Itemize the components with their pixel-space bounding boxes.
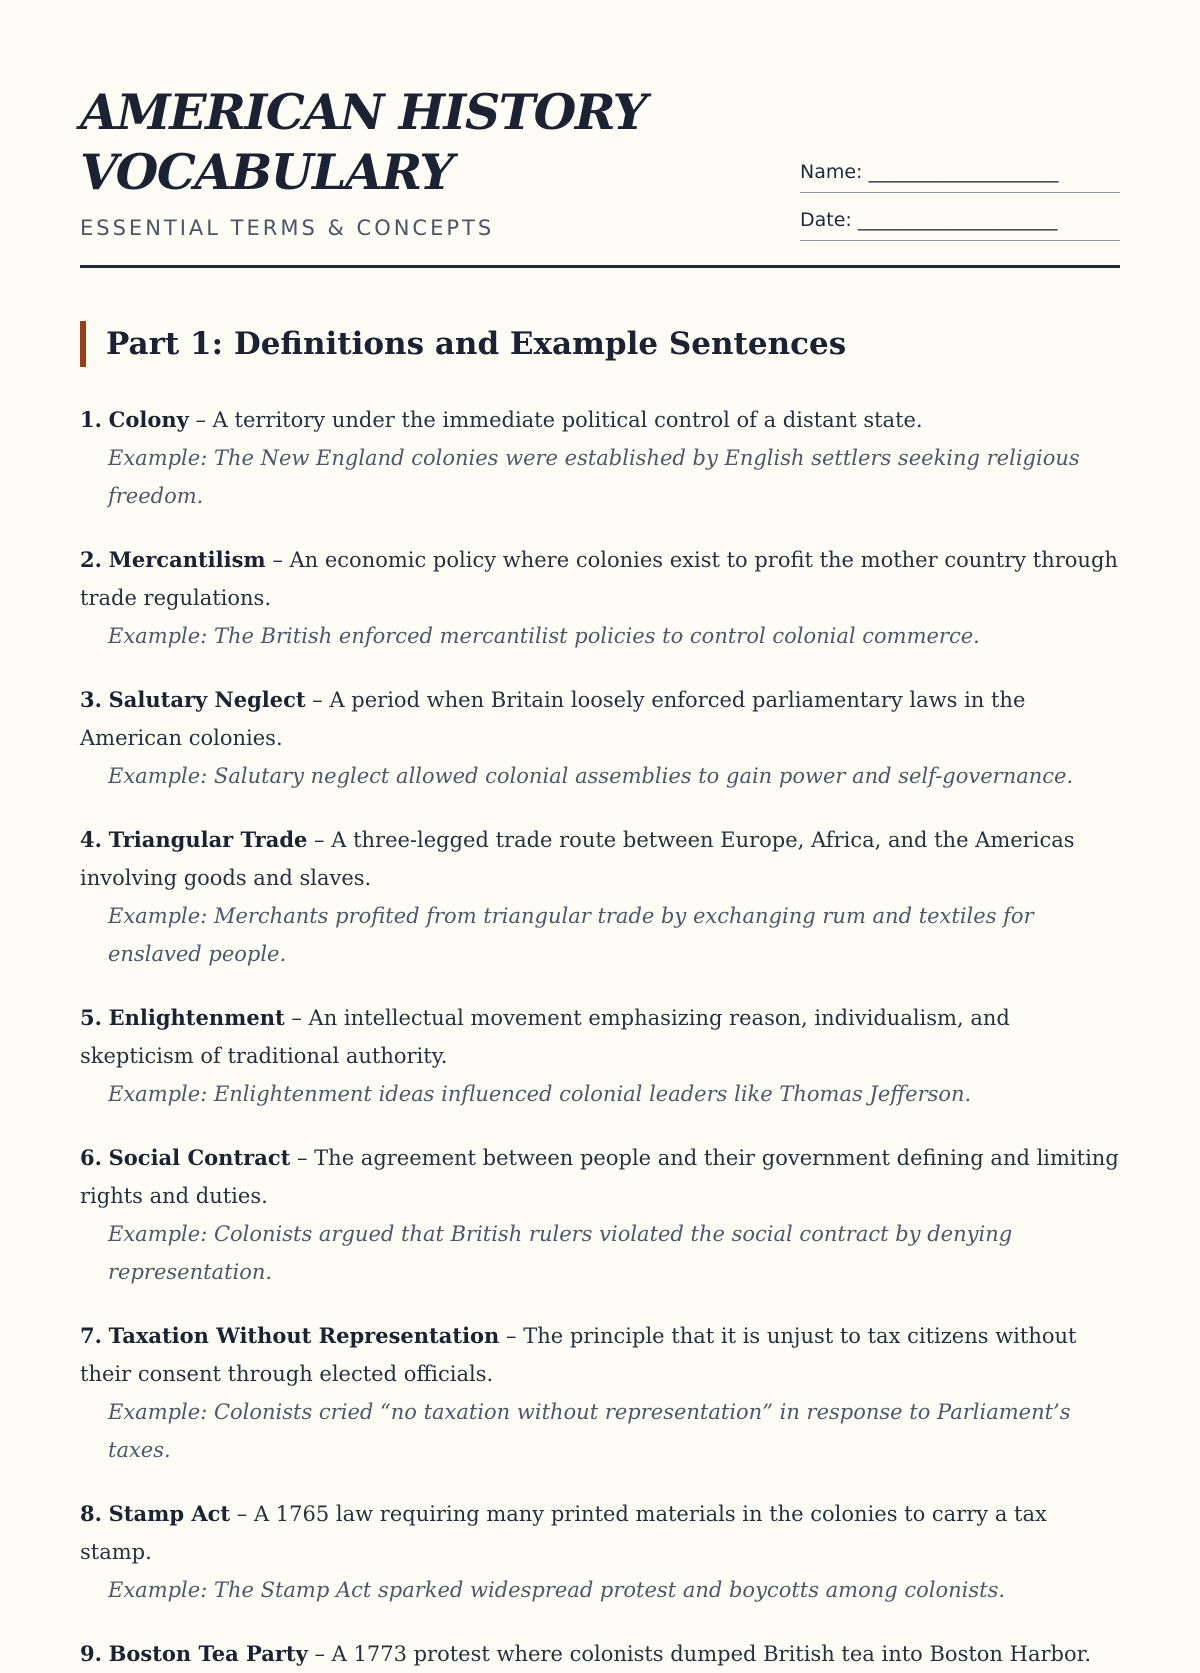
term-separator: – [307, 1642, 332, 1666]
term-separator: – [265, 548, 290, 572]
term-number: 3. [80, 687, 102, 712]
term-number: 4. [80, 827, 102, 852]
vocabulary-term [80, 999, 1120, 1113]
term-definition: An intellectual movement emphasizing reason, individualism, and skepticism of traditional authority. [80, 1006, 1010, 1068]
student-info-fields [800, 154, 1120, 250]
term-number: 5. [80, 1005, 102, 1030]
term-number: 6. [80, 1145, 102, 1170]
worksheet-title [80, 82, 730, 202]
vocabulary-term [80, 821, 1120, 973]
term-definition-line [80, 541, 1120, 617]
term-example: Example: Colonists argued that British rulers violated the social contract by denying representation. [108, 1222, 1013, 1284]
term-example: Example: The British enforced mercantilist policies to control colonial commerce. [108, 624, 980, 648]
term-definition: The principle that it is unjust to tax citizens without their consent through elected officials. [80, 1324, 1077, 1386]
date-field[interactable]: Date: _____________________ [800, 202, 1120, 241]
term-name: Colony [108, 407, 189, 432]
term-name: Taxation Without Representation [108, 1323, 500, 1348]
term-example: Example: Colonists cried “no taxation without representation” in response to Parliament’s taxes. [108, 1400, 1071, 1462]
term-definition: An economic policy where colonies exist to profit the mother country through trade regulations. [80, 548, 1118, 610]
worksheet-subtitle: ESSENTIAL TERMS & CONCEPTS [80, 216, 495, 240]
term-name: Salutary Neglect [108, 687, 306, 712]
term-definition-line [80, 681, 1120, 757]
term-definition-line [80, 1635, 1120, 1673]
term-example: Example: The Stamp Act sparked widespread protest and boycotts among colonists. [108, 1578, 1006, 1602]
term-separator: – [230, 1502, 254, 1526]
vocabulary-list [80, 401, 1120, 1673]
term-definition: A period when Britain loosely enforced parliamentary laws in the American colonies. [80, 688, 1026, 750]
vocabulary-term [80, 681, 1120, 795]
vocabulary-term [80, 541, 1120, 655]
term-example: Example: Merchants profited from triangular trade by exchanging rum and textiles for enslaved people. [108, 904, 1034, 966]
term-name: Triangular Trade [108, 827, 308, 852]
term-separator: – [188, 408, 213, 432]
term-number: 2. [80, 547, 102, 572]
term-definition-line [80, 1139, 1120, 1215]
vocabulary-term [80, 1495, 1120, 1609]
term-definition-line [80, 401, 1120, 439]
term-number: 9. [80, 1641, 102, 1666]
term-name: Enlightenment [108, 1005, 285, 1030]
term-definition: A 1773 protest where colonists dumped British tea into Boston Harbor. [331, 1642, 1091, 1666]
term-separator: – [305, 688, 330, 712]
term-definition-line [80, 1317, 1120, 1393]
vocabulary-term [80, 1635, 1120, 1673]
title-block [80, 82, 730, 240]
term-definition-line [80, 1495, 1120, 1571]
definitions-section [80, 321, 1120, 1673]
term-separator: – [499, 1324, 524, 1348]
term-number: 1. [80, 407, 102, 432]
term-separator: – [290, 1146, 315, 1170]
term-example: Example: The New England colonies were established by English settlers seeking religious freedom. [108, 446, 1080, 508]
term-name: Social Contract [108, 1145, 291, 1170]
term-name: Stamp Act [108, 1501, 231, 1526]
term-name: Mercantilism [108, 547, 266, 572]
term-name: Boston Tea Party [108, 1641, 308, 1666]
title-line-1: AMERICAN HISTORY [80, 83, 647, 141]
name-field[interactable]: Name: ____________________ [800, 154, 1120, 193]
term-definition-line [80, 999, 1120, 1075]
worksheet-header [80, 82, 1120, 268]
vocabulary-term [80, 1139, 1120, 1291]
section-title: Part 1: Definitions and Example Sentences [80, 321, 1120, 367]
term-example: Example: Enlightenment ideas influenced colonial leaders like Thomas Jefferson. [108, 1082, 972, 1106]
title-line-2: VOCABULARY [80, 143, 453, 201]
vocabulary-term [80, 401, 1120, 515]
term-separator: – [307, 828, 332, 852]
term-example: Example: Salutary neglect allowed colonial assemblies to gain power and self-governance. [108, 764, 1074, 788]
term-number: 7. [80, 1323, 102, 1348]
term-definition: A 1765 law requiring many printed materials in the colonies to carry a tax stamp. [80, 1502, 1047, 1564]
term-definition-line [80, 821, 1120, 897]
term-separator: – [284, 1006, 309, 1030]
term-definition: A territory under the immediate political control of a distant state. [212, 408, 923, 432]
vocabulary-term [80, 1317, 1120, 1469]
term-definition: A three-legged trade route between Europe, Africa, and the Americas involving goods and slaves. [80, 828, 1075, 890]
term-definition: The agreement between people and their government defining and limiting rights and duties. [80, 1146, 1119, 1208]
term-number: 8. [80, 1501, 102, 1526]
